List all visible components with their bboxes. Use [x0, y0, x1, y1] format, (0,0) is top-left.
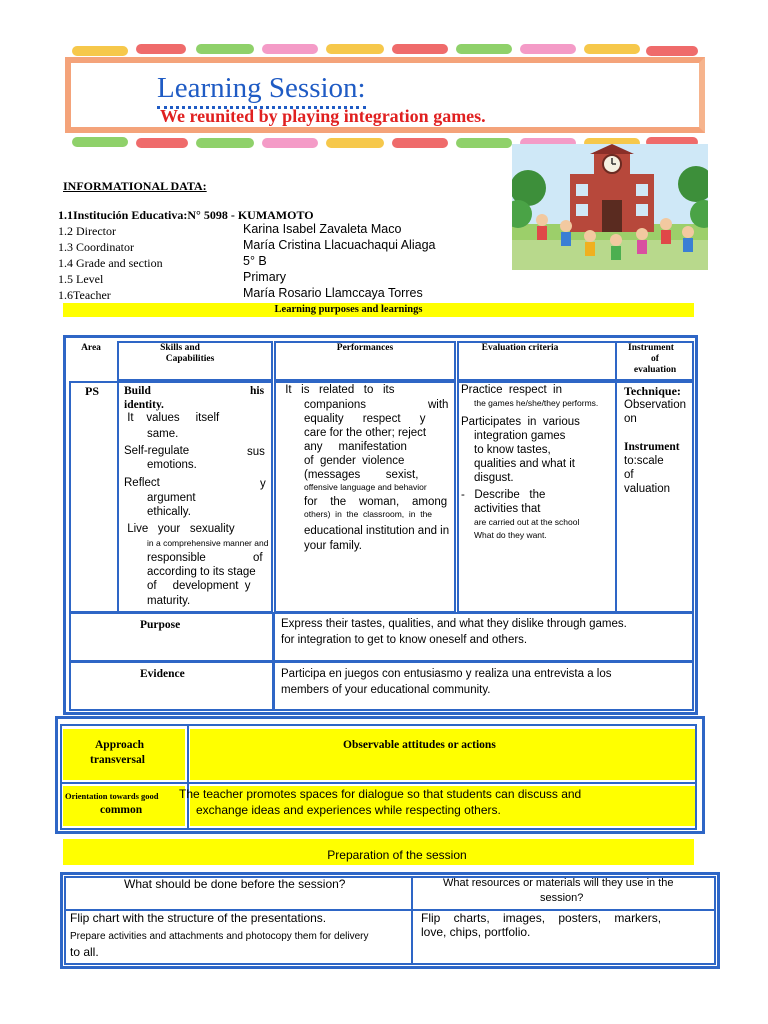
prep-col1-line-3: to all. — [70, 945, 99, 959]
header-area: Area — [81, 343, 101, 353]
school-illustration-image — [512, 144, 708, 270]
orientation-2: common — [100, 804, 143, 816]
page-title: Learning Session: — [157, 72, 366, 109]
purpose-line-1: Express their tastes, qualities, and what they dislike through games. — [281, 618, 627, 630]
prep-col1-header: What should be done before the session? — [124, 877, 346, 891]
info-label-level: 1.5 Level — [58, 272, 104, 286]
cell-approach-header — [187, 724, 697, 784]
evidence-label: Evidence — [140, 668, 185, 680]
purpose-label: Purpose — [140, 619, 181, 631]
info-value-coordinator: María Cristina Llacuachaqui Aliaga — [243, 238, 436, 252]
action-line-2: exchange ideas and experiences while respecting others. — [196, 803, 501, 817]
header-criteria: Evaluation criteria — [481, 343, 559, 353]
header-instrument-3: evaluation — [633, 365, 677, 375]
info-value-director: Karina Isabel Zavaleta Maco — [243, 222, 402, 236]
prep-col2-line-1: Flip charts, images, posters, markers, — [421, 911, 662, 925]
approach-label-1: Approach — [95, 739, 144, 751]
preparation-bar-label: Preparation of the session — [327, 848, 467, 862]
evidence-line-1: Participa en juegos con entusiasmo y realiza una entrevista a los — [281, 668, 612, 680]
header-instrument-1: Instrument — [628, 343, 674, 353]
prep-col2-line-2: love, chips, portfolio. — [421, 925, 531, 939]
info-heading: INFORMATIONAL DATA: — [63, 179, 207, 193]
header-skills-2: Capabilities — [165, 354, 215, 364]
info-value-teacher: María Rosario Llamccaya Torres — [243, 286, 423, 300]
purpose-line-2: for integration to get to know oneself and others. — [281, 634, 528, 646]
header-skills-1: Skills and — [160, 343, 200, 353]
prep-col2-header-1: What resources or materials will they use in the — [443, 877, 674, 889]
approach-header: Observable attitudes or actions — [343, 739, 496, 751]
info-value-grade: 5° B — [243, 254, 267, 268]
action-line-1: The teacher promotes spaces for dialogue so that students can discuss and — [179, 787, 582, 801]
approach-label-2: transversal — [90, 754, 145, 766]
purposes-bar-label: Learning purposes and learnings — [274, 304, 423, 315]
cell-area — [69, 381, 119, 613]
info-institution: 1.1Institución Educativa:N° 5098 - KUMAMOTO — [58, 208, 314, 222]
prep-col1-line-2: Prepare activities and attachments and photocopy them for delivery — [70, 931, 369, 942]
orientation-1: Orientation towards good — [65, 791, 159, 801]
header-performances: Performances — [336, 343, 394, 353]
info-label-grade: 1.4 Grade and section — [58, 256, 163, 270]
prep-col2-header-2: session? — [540, 892, 584, 904]
info-label-director: 1.2 Director — [58, 224, 116, 238]
area-value: PS — [85, 384, 100, 398]
evidence-line-2: members of your educational community. — [281, 684, 491, 696]
header-instrument-2: of — [651, 354, 659, 364]
page-subtitle: We reunited by playing integration games. — [160, 106, 486, 126]
info-label-coordinator: 1.3 Coordinator — [58, 240, 134, 254]
info-value-level: Primary — [243, 270, 287, 284]
prep-col1-line-1: Flip chart with the structure of the presentations. — [70, 911, 327, 925]
info-label-teacher: 1.6Teacher — [58, 288, 111, 302]
